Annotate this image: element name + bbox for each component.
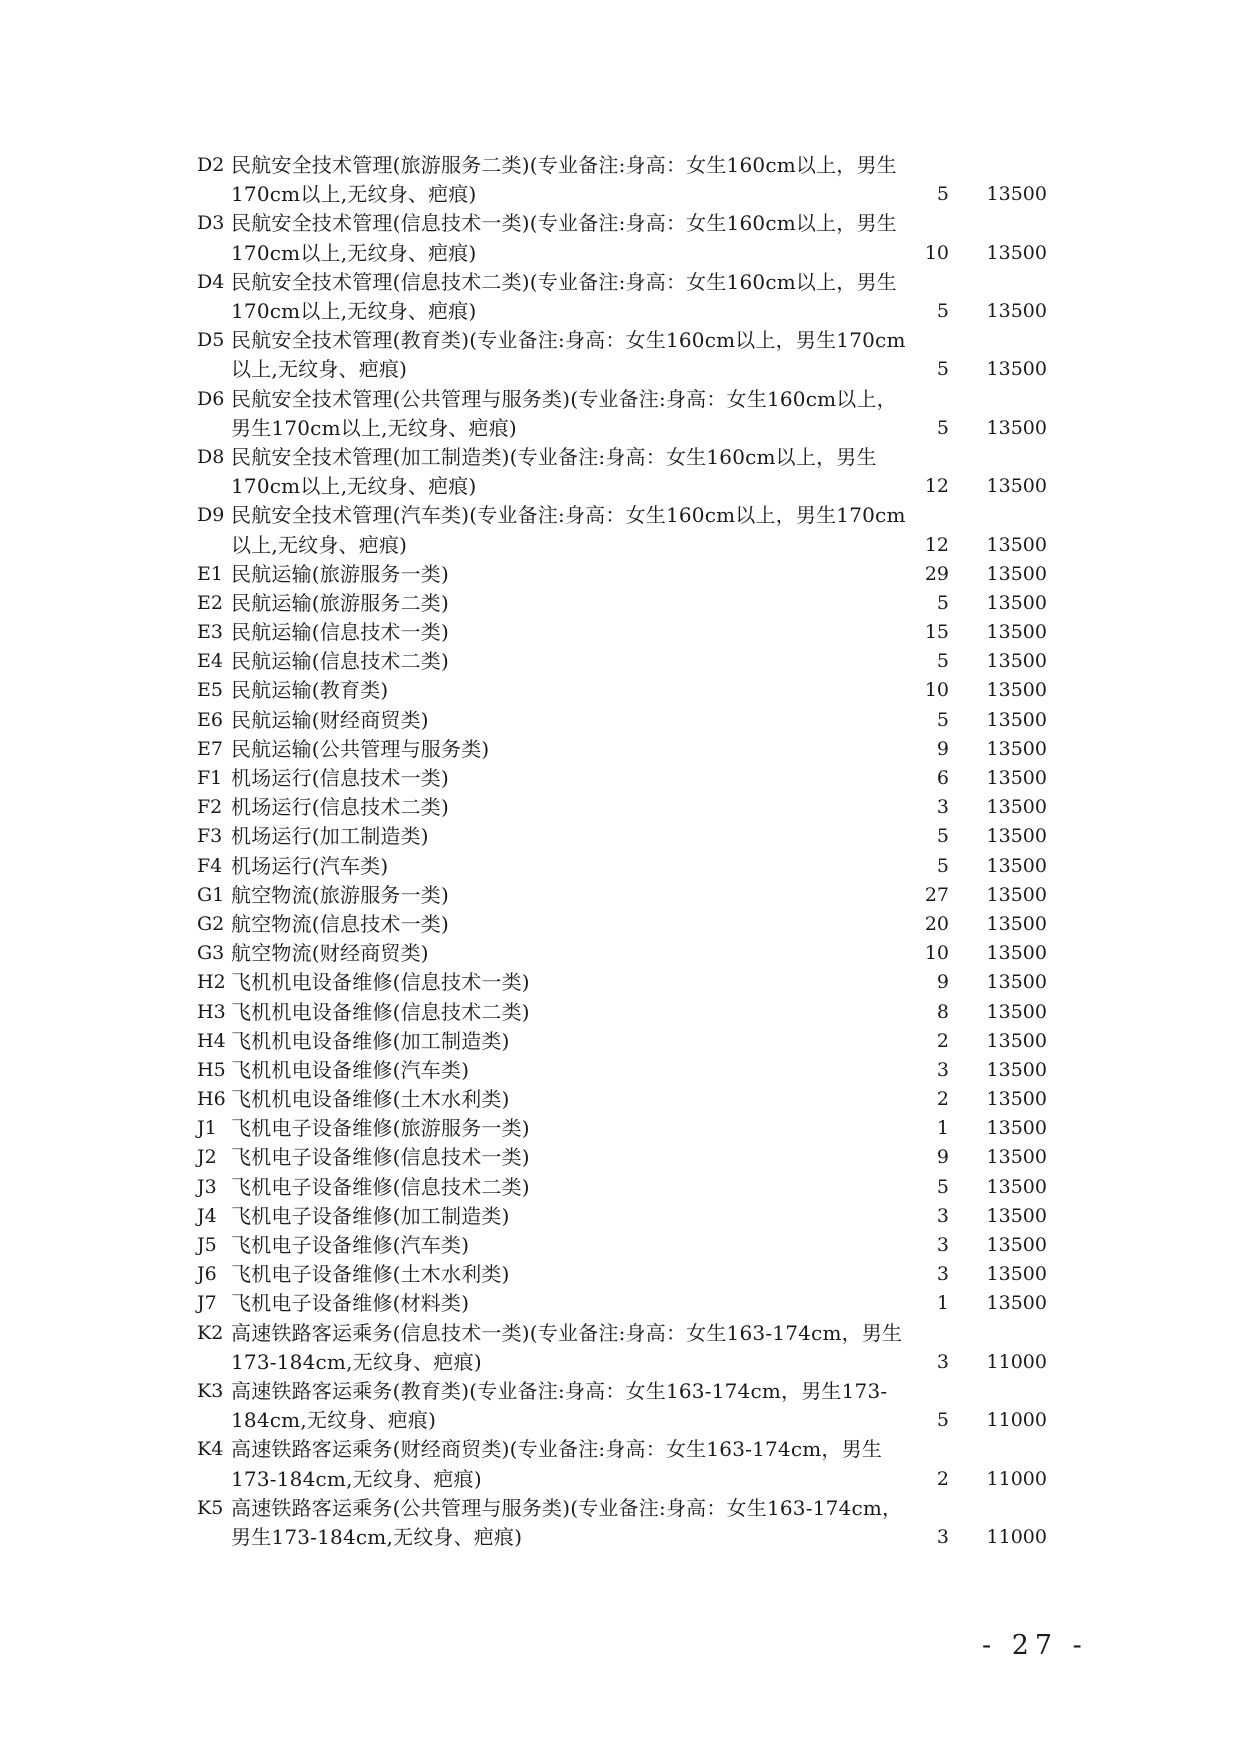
major-name: 高速铁路客运乘务(教育类)(专业备注:身高：女生163-174cm，男生173-184cm,无纹身、疤痕) bbox=[231, 1379, 888, 1433]
tuition-fee: 13500 bbox=[986, 621, 1047, 644]
table-row bbox=[197, 706, 1047, 735]
major-name: 高速铁路客运乘务(公共管理与服务类)(专业备注:身高：女生163-174cm，男生173-184cm,无纹身、疤痕) bbox=[231, 1495, 903, 1549]
tuition-fee: 13500 bbox=[986, 767, 1047, 790]
table-row bbox=[197, 764, 1047, 793]
enrollment-count: 27 bbox=[924, 883, 949, 906]
major-code: D4 bbox=[197, 270, 225, 293]
tuition-fee: 13500 bbox=[986, 416, 1047, 439]
tuition-fee: 11000 bbox=[986, 1350, 1047, 1373]
enrollment-count: 2 bbox=[936, 1088, 949, 1111]
enrollment-table bbox=[197, 151, 1047, 1552]
major-code: H3 bbox=[197, 1000, 226, 1023]
major-name: 航空物流(信息技术一类) bbox=[231, 911, 450, 936]
major-name: 航空物流(财经商贸类) bbox=[231, 941, 429, 966]
table-row bbox=[197, 326, 1047, 384]
major-code: K5 bbox=[197, 1496, 224, 1519]
tuition-fee: 13500 bbox=[986, 854, 1047, 877]
enrollment-count: 3 bbox=[936, 1350, 949, 1373]
enrollment-count: 10 bbox=[924, 679, 949, 702]
table-row bbox=[197, 676, 1047, 705]
table-row bbox=[197, 647, 1047, 676]
table-row bbox=[197, 852, 1047, 881]
major-name: 民航运输(信息技术一类) bbox=[231, 620, 450, 645]
enrollment-count: 29 bbox=[924, 562, 949, 585]
major-code: F4 bbox=[197, 854, 223, 877]
enrollment-count: 15 bbox=[924, 621, 949, 644]
tuition-fee: 13500 bbox=[986, 475, 1047, 498]
enrollment-count: 1 bbox=[936, 1117, 949, 1140]
tuition-fee: 13500 bbox=[986, 1146, 1047, 1169]
enrollment-count: 5 bbox=[936, 1409, 949, 1432]
tuition-fee: 13500 bbox=[986, 1117, 1047, 1140]
enrollment-count: 5 bbox=[936, 183, 949, 206]
major-name: 民航安全技术管理(汽车类)(专业备注:身高：女生160cm以上，男生170cm以上,无纹身、疤痕) bbox=[231, 503, 906, 557]
enrollment-count: 5 bbox=[936, 299, 949, 322]
enrollment-count: 5 bbox=[936, 650, 949, 673]
enrollment-count: 10 bbox=[924, 942, 949, 965]
major-code: D6 bbox=[197, 387, 225, 410]
major-code: F3 bbox=[197, 825, 223, 848]
major-code: D9 bbox=[197, 504, 225, 527]
major-code: E4 bbox=[197, 650, 223, 673]
major-code: J4 bbox=[197, 1204, 217, 1227]
major-code: D8 bbox=[197, 445, 225, 468]
table-row bbox=[197, 1056, 1047, 1085]
enrollment-count: 3 bbox=[936, 1058, 949, 1081]
enrollment-count: 3 bbox=[936, 1525, 949, 1548]
tuition-fee: 13500 bbox=[986, 1029, 1047, 1052]
table-row bbox=[197, 998, 1047, 1027]
major-code: F1 bbox=[197, 767, 223, 790]
tuition-fee: 13500 bbox=[986, 1175, 1047, 1198]
tuition-fee: 13500 bbox=[986, 1000, 1047, 1023]
enrollment-count: 3 bbox=[936, 796, 949, 819]
tuition-fee: 13500 bbox=[986, 650, 1047, 673]
table-row bbox=[197, 793, 1047, 822]
tuition-fee: 13500 bbox=[986, 562, 1047, 585]
enrollment-count: 5 bbox=[936, 708, 949, 731]
major-code: K2 bbox=[197, 1321, 224, 1344]
major-name: 机场运行(加工制造类) bbox=[231, 824, 429, 849]
table-row bbox=[197, 1173, 1047, 1202]
major-name: 民航安全技术管理(信息技术二类)(专业备注:身高：女生160cm以上，男生170cm以上,无纹身、疤痕) bbox=[231, 269, 897, 323]
table-row bbox=[197, 501, 1047, 559]
enrollment-count: 9 bbox=[936, 737, 949, 760]
table-row bbox=[197, 822, 1047, 851]
enrollment-count: 5 bbox=[936, 825, 949, 848]
major-name: 民航运输(公共管理与服务类) bbox=[231, 736, 490, 761]
tuition-fee: 13500 bbox=[986, 1234, 1047, 1257]
major-code: H6 bbox=[197, 1088, 226, 1111]
table-row bbox=[197, 1494, 1047, 1552]
tuition-fee: 13500 bbox=[986, 1204, 1047, 1227]
table-row bbox=[197, 1319, 1047, 1377]
enrollment-count: 9 bbox=[936, 1146, 949, 1169]
tuition-fee: 13500 bbox=[986, 1088, 1047, 1111]
major-name: 机场运行(信息技术二类) bbox=[231, 795, 450, 820]
tuition-fee: 13500 bbox=[986, 241, 1047, 264]
table-row bbox=[197, 589, 1047, 618]
major-name: 航空物流(旅游服务一类) bbox=[231, 882, 450, 907]
tuition-fee: 11000 bbox=[986, 1409, 1047, 1432]
table-row bbox=[197, 1260, 1047, 1289]
major-name: 高速铁路客运乘务(信息技术一类)(专业备注:身高：女生163-174cm，男生173-184cm,无纹身、疤痕) bbox=[231, 1320, 903, 1374]
tuition-fee: 13500 bbox=[986, 883, 1047, 906]
tuition-fee: 13500 bbox=[986, 708, 1047, 731]
major-code: E5 bbox=[197, 679, 223, 702]
enrollment-count: 3 bbox=[936, 1204, 949, 1227]
major-name: 飞机电子设备维修(汽车类) bbox=[231, 1233, 470, 1258]
enrollment-count: 1 bbox=[936, 1292, 949, 1315]
table-row bbox=[197, 1289, 1047, 1318]
major-code: D2 bbox=[197, 154, 225, 176]
enrollment-count: 5 bbox=[936, 1175, 949, 1198]
major-name: 飞机机电设备维修(汽车类) bbox=[231, 1057, 470, 1082]
table-row bbox=[197, 268, 1047, 326]
page-number: - 27 - bbox=[982, 1630, 1088, 1661]
major-code: J1 bbox=[197, 1117, 217, 1140]
major-name: 民航运输(信息技术二类) bbox=[231, 649, 450, 674]
major-code: E1 bbox=[197, 562, 223, 585]
enrollment-count: 2 bbox=[936, 1029, 949, 1052]
major-code: E2 bbox=[197, 591, 223, 614]
major-name: 飞机电子设备维修(加工制造类) bbox=[231, 1203, 510, 1228]
major-name: 飞机电子设备维修(土木水利类) bbox=[231, 1262, 510, 1287]
tuition-fee: 13500 bbox=[986, 942, 1047, 965]
major-code: E6 bbox=[197, 708, 223, 731]
tuition-fee: 13500 bbox=[986, 591, 1047, 614]
tuition-fee: 13500 bbox=[986, 299, 1047, 322]
enrollment-count: 12 bbox=[924, 533, 949, 556]
major-code: J7 bbox=[197, 1292, 217, 1315]
enrollment-count: 2 bbox=[936, 1467, 949, 1490]
table-row bbox=[197, 735, 1047, 764]
major-code: K4 bbox=[197, 1438, 224, 1461]
enrollment-count: 20 bbox=[924, 912, 949, 935]
table-row bbox=[197, 1202, 1047, 1231]
enrollment-count: 9 bbox=[936, 971, 949, 994]
major-name: 机场运行(汽车类) bbox=[231, 853, 389, 878]
enrollment-count: 5 bbox=[936, 416, 949, 439]
major-name: 民航运输(旅游服务二类) bbox=[231, 590, 450, 615]
major-code: G1 bbox=[197, 883, 225, 906]
major-name: 飞机机电设备维修(土木水利类) bbox=[231, 1087, 510, 1112]
tuition-fee: 13500 bbox=[986, 825, 1047, 848]
tuition-fee: 13500 bbox=[986, 912, 1047, 935]
tuition-fee: 13500 bbox=[986, 1263, 1047, 1286]
tuition-fee: 13500 bbox=[986, 533, 1047, 556]
table-row bbox=[197, 939, 1047, 968]
major-name: 飞机电子设备维修(信息技术一类) bbox=[231, 1145, 530, 1170]
tuition-fee: 13500 bbox=[986, 679, 1047, 702]
major-name: 飞机电子设备维修(材料类) bbox=[231, 1291, 470, 1316]
major-code: E3 bbox=[197, 621, 223, 644]
enrollment-count: 5 bbox=[936, 591, 949, 614]
enrollment-count: 10 bbox=[924, 241, 949, 264]
table-row bbox=[197, 151, 1047, 209]
enrollment-count: 3 bbox=[936, 1234, 949, 1257]
major-name: 飞机机电设备维修(加工制造类) bbox=[231, 1028, 510, 1053]
enrollment-count: 3 bbox=[936, 1263, 949, 1286]
enrollment-count: 8 bbox=[936, 1000, 949, 1023]
major-code: J3 bbox=[197, 1175, 217, 1198]
table-row bbox=[197, 443, 1047, 501]
table-row bbox=[197, 1085, 1047, 1114]
major-code: H5 bbox=[197, 1058, 226, 1081]
major-name: 机场运行(信息技术一类) bbox=[231, 766, 450, 791]
table-row bbox=[197, 618, 1047, 647]
major-code: F2 bbox=[197, 796, 223, 819]
major-name: 民航运输(财经商贸类) bbox=[231, 707, 429, 732]
major-name: 民航安全技术管理(旅游服务二类)(专业备注:身高：女生160cm以上，男生170cm以上,无纹身、疤痕) bbox=[231, 153, 897, 207]
tuition-fee: 13500 bbox=[986, 796, 1047, 819]
major-code: H2 bbox=[197, 971, 226, 994]
major-name: 民航运输(教育类) bbox=[231, 678, 389, 703]
major-name: 飞机电子设备维修(信息技术二类) bbox=[231, 1174, 530, 1199]
major-code: D5 bbox=[197, 329, 225, 352]
tuition-fee: 11000 bbox=[986, 1467, 1047, 1490]
major-name: 民航运输(旅游服务一类) bbox=[231, 561, 450, 586]
major-code: G2 bbox=[197, 912, 225, 935]
major-name: 飞机机电设备维修(信息技术二类) bbox=[231, 999, 530, 1024]
major-code: D3 bbox=[197, 212, 225, 235]
table-row bbox=[197, 1027, 1047, 1056]
table-row bbox=[197, 968, 1047, 997]
major-code: J6 bbox=[197, 1263, 217, 1286]
enrollment-count: 12 bbox=[924, 475, 949, 498]
table-row bbox=[197, 910, 1047, 939]
major-code: E7 bbox=[197, 737, 223, 760]
major-code: G3 bbox=[197, 942, 225, 965]
table-row bbox=[197, 1143, 1047, 1172]
major-name: 飞机机电设备维修(信息技术一类) bbox=[231, 970, 530, 995]
table-row bbox=[197, 1435, 1047, 1493]
tuition-fee: 13500 bbox=[986, 1292, 1047, 1315]
tuition-fee: 13500 bbox=[986, 737, 1047, 760]
major-code: J2 bbox=[197, 1146, 217, 1169]
major-name: 民航安全技术管理(信息技术一类)(专业备注:身高：女生160cm以上，男生170cm以上,无纹身、疤痕) bbox=[231, 211, 897, 265]
tuition-fee: 13500 bbox=[986, 358, 1047, 381]
major-code: K3 bbox=[197, 1380, 224, 1402]
tuition-fee: 13500 bbox=[986, 1058, 1047, 1081]
tuition-fee: 13500 bbox=[986, 971, 1047, 994]
major-code: J5 bbox=[197, 1234, 217, 1257]
enrollment-count: 6 bbox=[936, 767, 949, 790]
major-name: 民航安全技术管理(教育类)(专业备注:身高：女生160cm以上，男生170cm以上,无纹身、疤痕) bbox=[231, 328, 906, 382]
table-row bbox=[197, 385, 1047, 443]
major-name: 民航安全技术管理(公共管理与服务类)(专业备注:身高：女生160cm以上，男生170cm以上,无纹身、疤痕) bbox=[231, 386, 897, 440]
tuition-fee: 13500 bbox=[986, 183, 1047, 206]
table-row bbox=[197, 1377, 1047, 1435]
major-code: H4 bbox=[197, 1029, 226, 1052]
enrollment-count: 5 bbox=[936, 358, 949, 381]
major-name: 高速铁路客运乘务(财经商贸类)(专业备注:身高：女生163-174cm，男生173-184cm,无纹身、疤痕) bbox=[231, 1437, 883, 1491]
table-row bbox=[197, 560, 1047, 589]
table-row bbox=[197, 209, 1047, 267]
major-name: 民航安全技术管理(加工制造类)(专业备注:身高：女生160cm以上，男生170cm以上,无纹身、疤痕) bbox=[231, 444, 877, 499]
table-row bbox=[197, 881, 1047, 910]
table-row bbox=[197, 1231, 1047, 1260]
tuition-fee: 11000 bbox=[986, 1525, 1047, 1548]
major-name: 飞机电子设备维修(旅游服务一类) bbox=[231, 1116, 530, 1141]
enrollment-count: 5 bbox=[936, 854, 949, 877]
table-row bbox=[197, 1114, 1047, 1143]
